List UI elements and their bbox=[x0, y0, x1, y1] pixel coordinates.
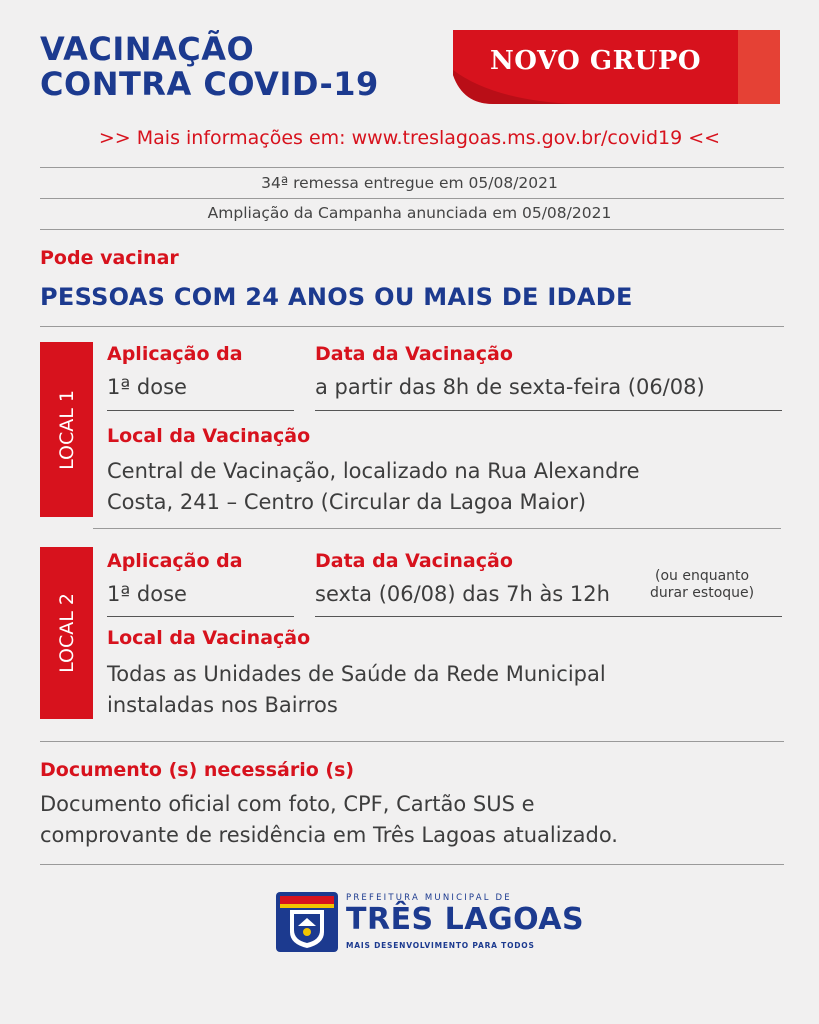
logo-main-text: TRÊS LAGOAS bbox=[346, 902, 585, 937]
local-1-place-address bbox=[107, 456, 640, 518]
local-2-label: LOCAL 2 bbox=[56, 593, 78, 673]
local-2-place-address bbox=[107, 659, 606, 721]
local-1-place-label: Local da Vacinação bbox=[107, 425, 311, 447]
local-2-place-line-1: Todas as Unidades de Saúde da Rede Municipal bbox=[107, 662, 606, 686]
expansion-text: Ampliação da Campanha anunciada em 05/08/2021 bbox=[207, 204, 612, 222]
info-link[interactable]: >> Mais informações em: www.treslagoas.ms.gov.br/covid19 << bbox=[98, 127, 721, 149]
divider bbox=[40, 326, 784, 327]
local-1-date-value: a partir das 8h de sexta-feira (06/08) bbox=[315, 375, 705, 399]
divider bbox=[93, 528, 781, 529]
divider bbox=[40, 864, 784, 865]
local-1-date-label: Data da Vacinação bbox=[315, 343, 513, 365]
documents-line-2: comprovante de residência em Três Lagoas atualizado. bbox=[40, 823, 618, 847]
divider bbox=[107, 410, 294, 411]
documents-label: Documento (s) necessário (s) bbox=[40, 759, 355, 781]
divider bbox=[40, 198, 784, 199]
local-1-place-line-2: Costa, 241 – Centro (Circular da Lagoa Maior) bbox=[107, 490, 587, 514]
divider bbox=[40, 229, 784, 230]
local-2-tag bbox=[40, 547, 93, 719]
local-1-place-line-1: Central de Vacinação, localizado na Rua Alexandre bbox=[107, 459, 640, 483]
divider bbox=[315, 616, 782, 617]
local-2-date-note-line-1: (ou enquanto bbox=[655, 568, 750, 584]
documents-text bbox=[40, 789, 618, 851]
local-2-date-value: sexta (06/08) das 7h às 12h bbox=[315, 582, 610, 606]
divider bbox=[40, 167, 784, 168]
page-title bbox=[40, 32, 379, 102]
local-1-dose: 1ª dose bbox=[107, 375, 187, 399]
eligibility-group: PESSOAS COM 24 ANOS OU MAIS DE IDADE bbox=[40, 283, 633, 311]
divider bbox=[315, 410, 782, 411]
logo-top-text: PREFEITURA MUNICIPAL DE bbox=[346, 893, 512, 903]
divider bbox=[107, 616, 294, 617]
city-crest-icon bbox=[276, 892, 338, 952]
local-2-place-line-2: instaladas nos Bairros bbox=[107, 693, 338, 717]
shipment-text: 34ª remessa entregue em 05/08/2021 bbox=[261, 174, 558, 192]
local-2-date-note bbox=[650, 568, 754, 602]
local-1-label: LOCAL 1 bbox=[56, 390, 78, 470]
eligibility-label: Pode vacinar bbox=[40, 247, 179, 269]
local-2-application-label: Aplicação da bbox=[107, 550, 243, 572]
local-2-date-label: Data da Vacinação bbox=[315, 550, 513, 572]
documents-line-1: Documento oficial com foto, CPF, Cartão SUS e bbox=[40, 792, 535, 816]
local-2-date-note-line-2: durar estoque) bbox=[650, 585, 755, 601]
divider bbox=[40, 741, 784, 742]
local-1-tag bbox=[40, 342, 93, 517]
title-line-2: CONTRA COVID-19 bbox=[40, 65, 379, 103]
logo-sub-text: MAIS DESENVOLVIMENTO PARA TODOS bbox=[346, 941, 535, 950]
local-2-place-label: Local da Vacinação bbox=[107, 627, 311, 649]
title-line-1: VACINAÇÃO bbox=[40, 30, 255, 68]
novo-grupo-label: NOVO GRUPO bbox=[490, 46, 702, 76]
local-1-application-label: Aplicação da bbox=[107, 343, 243, 365]
local-2-dose: 1ª dose bbox=[107, 582, 187, 606]
